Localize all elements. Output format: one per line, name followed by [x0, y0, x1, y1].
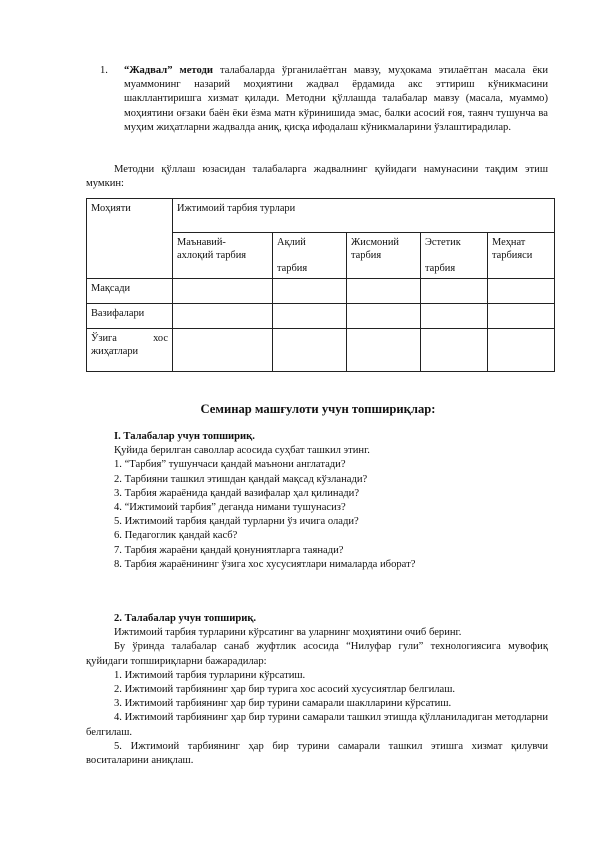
task-1-block — [86, 430, 548, 572]
social-education-table — [86, 198, 555, 372]
table-subheader-cell: Жисмоний тарбия — [347, 233, 421, 279]
section-1-number: 1. — [100, 65, 108, 76]
table-subheader-cell: Меҳнат тарбияси — [488, 233, 555, 279]
task-2-paragraph: Бу ўринда талабалар санаб жуфтлик асосида “Нилуфар гули” технологиясига мувофиқ қуйидаги топшириқларни бажарадилар: — [86, 641, 548, 667]
table-row — [87, 304, 555, 329]
table-row-label: Ўзига хос жиҳатлари — [87, 329, 173, 372]
list-item: 3. Тарбия жараёнида қандай вазифалар ҳал қилинади? — [114, 487, 360, 499]
section-1-title: “Жадвал” методи — [124, 65, 213, 76]
table-subheader-cell: Эстетик тарбия — [421, 233, 488, 279]
list-item: 5. Ижтимоий тарбия қандай турларни ўз ичига олади? — [114, 516, 359, 528]
table-row-label: Мақсади — [87, 279, 173, 304]
table-subheader-cell: Маънавий- ахлоқий тарбия — [173, 233, 273, 279]
task-1-intro: Қуйида берилган саволлар асосида суҳбат ташкил этинг. — [114, 445, 370, 457]
table-header-group: Ижтимоий тарбия турлари — [173, 199, 555, 233]
list-item: 2. Тарбияни ташкил этишдан қандай мақсад кўзланади? — [114, 473, 368, 485]
task-2-intro: Ижтимоий тарбия турларини кўрсатинг ва уларнинг моҳиятини очиб беринг. — [114, 627, 462, 639]
list-item: 5. Ижтимоий тарбиянинг ҳар бир турини самарали ташкил этишга хизмат қилувчи воситаларини аниқлаш. — [86, 740, 548, 767]
list-item: 2. Ижтимоий тарбиянинг ҳар бир турига хос асосий хусусиятлар белгилаш. — [114, 684, 456, 696]
list-item: 3. Ижтимоий тарбиянинг ҳар бир турини самарали шаклларини кўрсатиш. — [114, 698, 452, 710]
table-row-label: Вазифалари — [87, 304, 173, 329]
table-header-row — [87, 199, 555, 233]
list-item: 7. Тарбия жараёни қандай қонуниятларга таянади? — [114, 544, 344, 556]
list-item: 1. “Тарбия” тушунчаси қандай маънони англатади? — [114, 459, 346, 471]
seminar-title: Семинар машғулоти учун топшириқлар: — [200, 402, 436, 416]
list-item: 6. Педагоглик қандай касб? — [114, 530, 238, 542]
task-1-title: I. Талабалар учун топшириқ. — [114, 431, 255, 442]
intro-paragraph: Методни қўллаш юзасидан талабаларга жадвалнинг қуйидаги намунасини тақдим этиш мумкин: — [86, 164, 548, 190]
list-item: 1. Ижтимоий тарбия турларини кўрсатиш. — [114, 669, 306, 681]
table-row — [87, 279, 555, 304]
task-2-title: 2. Талабалар учун топшириқ. — [114, 613, 257, 624]
section-1-text: талабаларда ўрганилаётган мавзу, муҳокама этилаётган масала ёки муаммонинг назарий моҳиятини жадвал ёрдамида акс эттириш кўникмасини шакллантиришга хизмат қилади. Методни қўллашда талабалар мавзу (масала, муаммо) моҳиятини оғзаки баён ёки ёзма матн кўринишида эмас, балки асосий ғоя, таянч тушунча ва муҳим жиҳатларни жадвалда аниқ, қисқа ифодалаш кўникмаларини ўзлаштирадилар. — [124, 65, 548, 133]
task-2-block — [86, 612, 548, 768]
table-row — [87, 329, 555, 372]
section-1-paragraph — [100, 64, 548, 135]
list-item: 4. “Ижтимоий тарбия” деганда нимани тушунасиз? — [114, 502, 346, 514]
list-item: 8. Тарбия жараёнининг ўзига хос хусусиятлари нималарда иборат? — [114, 558, 416, 570]
table-subheader-cell: Ақлий тарбия — [273, 233, 347, 279]
list-item: 4. Ижтимоий тарбиянинг ҳар бир турини самарали ташкил этишда қўлланиладиган методларни белгилаш. — [86, 712, 548, 738]
table-header-essence: Моҳияти — [87, 199, 173, 279]
